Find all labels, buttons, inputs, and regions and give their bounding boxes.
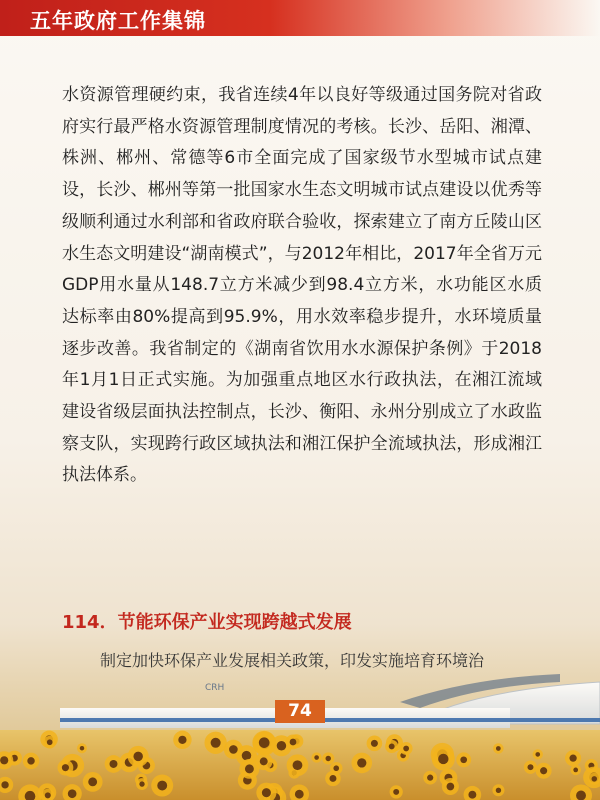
train (60, 674, 600, 728)
sunflower-center (277, 741, 286, 750)
header-title: 五年政府工作集锦 (30, 9, 206, 33)
sunflower-center (403, 746, 409, 752)
sunflower-center (242, 751, 251, 760)
sunflower-center (260, 757, 268, 765)
sunflower-center (45, 792, 51, 798)
sunflower-center (389, 743, 395, 749)
sunflower-center (211, 738, 221, 748)
sunflower-center (496, 788, 501, 793)
train-label: CRH (205, 683, 225, 693)
sunflower-center (262, 788, 271, 797)
sunflower-center (314, 755, 319, 760)
sunflower-center (80, 746, 85, 751)
sunflower-center (576, 791, 586, 800)
sunflower-center (133, 752, 142, 761)
sunflower-center (447, 783, 455, 791)
sunflower-center (259, 737, 270, 748)
sunflower-center (460, 756, 467, 763)
page-number: 74 (275, 700, 325, 723)
sunflower-center (27, 757, 34, 764)
sunflower-center (427, 775, 433, 781)
sunflower-center (293, 760, 303, 770)
sunflower-center (47, 739, 53, 745)
sunflower-center (157, 781, 167, 791)
sunflower-center (540, 767, 547, 774)
sunflower-center (371, 740, 378, 747)
header-bar (0, 0, 600, 36)
train-sunflower-image (0, 660, 600, 800)
sunflower-center (62, 764, 69, 771)
sunflower-center (325, 756, 330, 761)
sunflower-center (468, 791, 476, 799)
sunflower-center (333, 765, 339, 771)
sunflower-center (535, 752, 540, 757)
sunflower-center (393, 789, 399, 795)
sunflower-center (139, 781, 144, 786)
sunflower-center (1, 781, 8, 788)
sunflower-center (527, 764, 533, 770)
sunflower-center (569, 755, 576, 762)
section-text: 制定加快环保产业发展相关政策，印发实施培育环境治 (100, 651, 485, 670)
sunflower-center (290, 739, 297, 746)
section-heading: 114．节能环保产业实现跨越式发展 (62, 612, 352, 633)
sunflower-center (229, 745, 238, 754)
sunflower-center (295, 790, 304, 799)
sunflower-center (245, 764, 254, 773)
sunflower-center (357, 758, 366, 767)
sunflower-center (68, 789, 77, 798)
sunflower-center (88, 777, 97, 786)
body-paragraph: 水资源管理硬约束，我省连续4年以良好等级通过国务院对省政府实行最严格水资源管理制度情况的考核。长沙、岳阳、湘潭、株洲、郴州、常德等6市全面完成了国家级节水型城市试点建设，长沙、郴州等第一批国家水生态文明城市试点建设以优秀等级顺利通过水利部和省政府联合验收，探索建立了南方丘陵山区水生态文明建设“湖南模式”，与2012年相比，2017年全省万元GDP用水量从148.7立方米减少到98.4立方米，水功能区水质达标率由80%提高到95.9%，用水效率稳步提升，水环境质量逐步改善。我省制定的《湖南省饮用水水源保护条例》于2018年1月1日正式实施。为加强重点地区水行政执法，在湘江流域建设省级层面执法控制点，长沙、衡阳、永州分别成立了水政监察支队，实现跨行政区域执法和湘江保护全流域执法，形成湘江执法体系。 (62, 85, 542, 486)
sunflower-center (496, 746, 501, 751)
sunflower-center (329, 775, 336, 782)
sunflower-center (592, 776, 597, 781)
sunflower-center (110, 760, 118, 768)
sunflower-center (438, 754, 448, 764)
sunflower-center (0, 756, 8, 764)
sunflower-center (178, 736, 186, 744)
sunflower-center (573, 768, 578, 773)
